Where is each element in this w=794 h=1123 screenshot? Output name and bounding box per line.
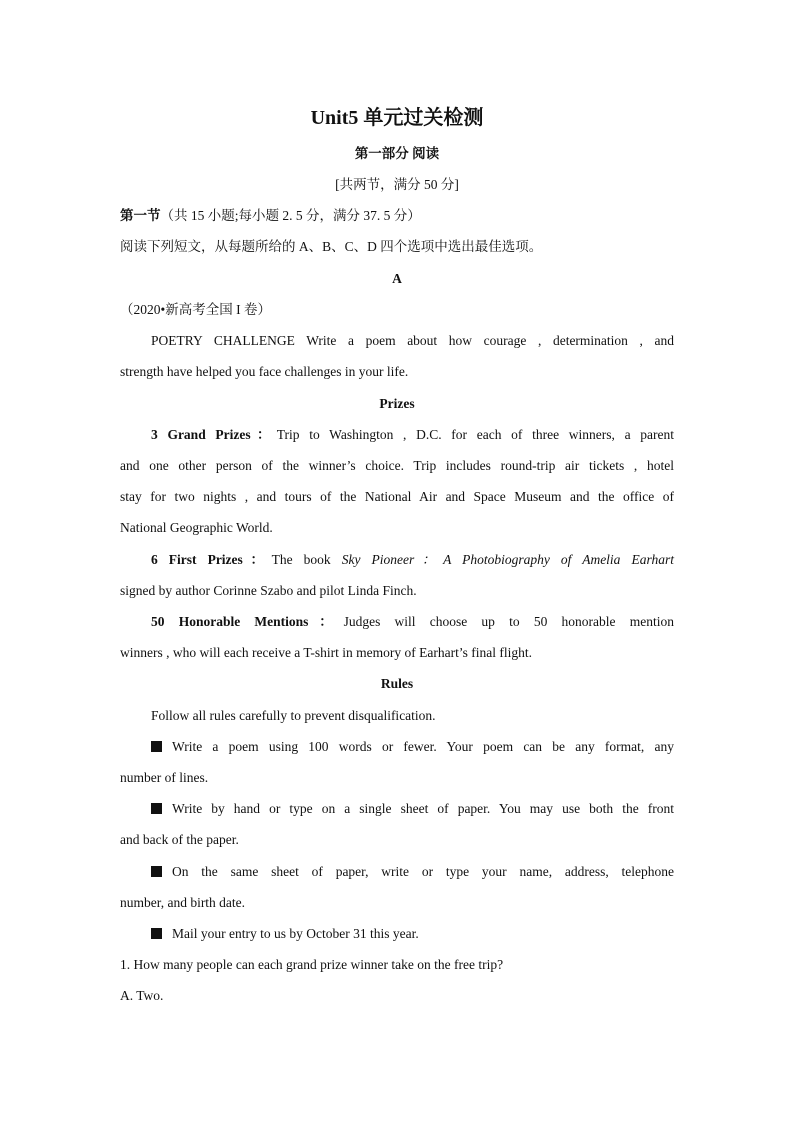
honorable-line-1 [151, 613, 674, 631]
rule-1-line-2: number of lines. [120, 770, 209, 785]
grand-prize-line-2: and one other person of the winner’s choice. Trip includes round-trip air tickets , hotel [120, 458, 674, 473]
rule-2-text: Write by hand or type on a single sheet of paper. You may use both the front [172, 801, 674, 816]
grand-prize-label: 3 Grand Prizes： [151, 427, 277, 442]
rule-4-line-1 [151, 925, 674, 943]
rule-3-text: On the same sheet of paper, write or type your name, address, telephone [172, 864, 674, 879]
rules-heading: Rules [380, 676, 414, 691]
square-bullet-icon [151, 741, 162, 752]
part-heading: 第一部分 阅读 [354, 146, 440, 161]
honorable-line-2: winners , who will each receive a T-shirt in memory of Earhart’s final flight. [120, 645, 533, 660]
page-title: Unit5 单元过关检测 [310, 107, 484, 129]
passage-source: （2020•新高考全国 I 卷） [120, 302, 271, 317]
question-1-option-a: A. Two. [120, 988, 164, 1003]
prizes-heading: Prizes [379, 396, 415, 411]
rules-intro: Follow all rules carefully to prevent disqualification. [151, 708, 436, 723]
rule-2-line-1 [151, 800, 674, 818]
rule-4-text: Mail your entry to us by October 31 this year. [172, 926, 419, 941]
rule-1-line-1 [151, 738, 674, 756]
rule-2-line-2: and back of the paper. [120, 832, 239, 847]
book-title: Sky Pioneer：A Photobiography of Amelia Earhart [341, 552, 674, 567]
question-1-stem: 1. How many people can each grand prize winner take on the free trip? [120, 957, 504, 972]
first-prize-text: The book [271, 552, 342, 567]
rule-3-line-1 [151, 863, 674, 881]
square-bullet-icon [151, 866, 162, 877]
passage-letter: A [392, 271, 402, 286]
honorable-text: Judges will choose up to 50 honorable mention [343, 614, 674, 629]
section-heading [120, 207, 674, 225]
honorable-label: 50 Honorable Mentions： [151, 614, 344, 629]
section-info: （共 15 小题;每小题 2. 5 分，满分 37. 5 分） [160, 208, 421, 223]
grand-prize-line-3: stay for two nights , and tours of the National Air and Space Museum and the office of [120, 489, 674, 504]
part-info: [共两节，满分 50 分] [335, 177, 459, 192]
section-instruction: 阅读下列短文，从每题所给的 A、B、C、D 四个选项中选出最佳选项。 [120, 239, 543, 254]
grand-prize-text: Trip to Washington , D.C. for each of three winners, a parent [276, 427, 674, 442]
square-bullet-icon [151, 803, 162, 814]
square-bullet-icon [151, 928, 162, 939]
rule-3-line-2: number, and birth date. [120, 895, 246, 910]
section-label: 第一节 [120, 208, 161, 223]
first-prize-line-1 [151, 551, 674, 569]
intro-line-2: strength have helped you face challenges in your life. [120, 364, 409, 379]
rule-1-text: Write a poem using 100 words or fewer. Your poem can be any format, any [172, 739, 674, 754]
grand-prize-line-1 [151, 426, 674, 444]
intro-line-1: POETRY CHALLENGE Write a poem about how courage , determination , and [151, 333, 674, 348]
grand-prize-line-4: National Geographic World. [120, 520, 273, 535]
first-prize-line-2: signed by author Corinne Szabo and pilot Linda Finch. [120, 583, 417, 598]
first-prize-label: 6 First Prizes： [151, 552, 272, 567]
